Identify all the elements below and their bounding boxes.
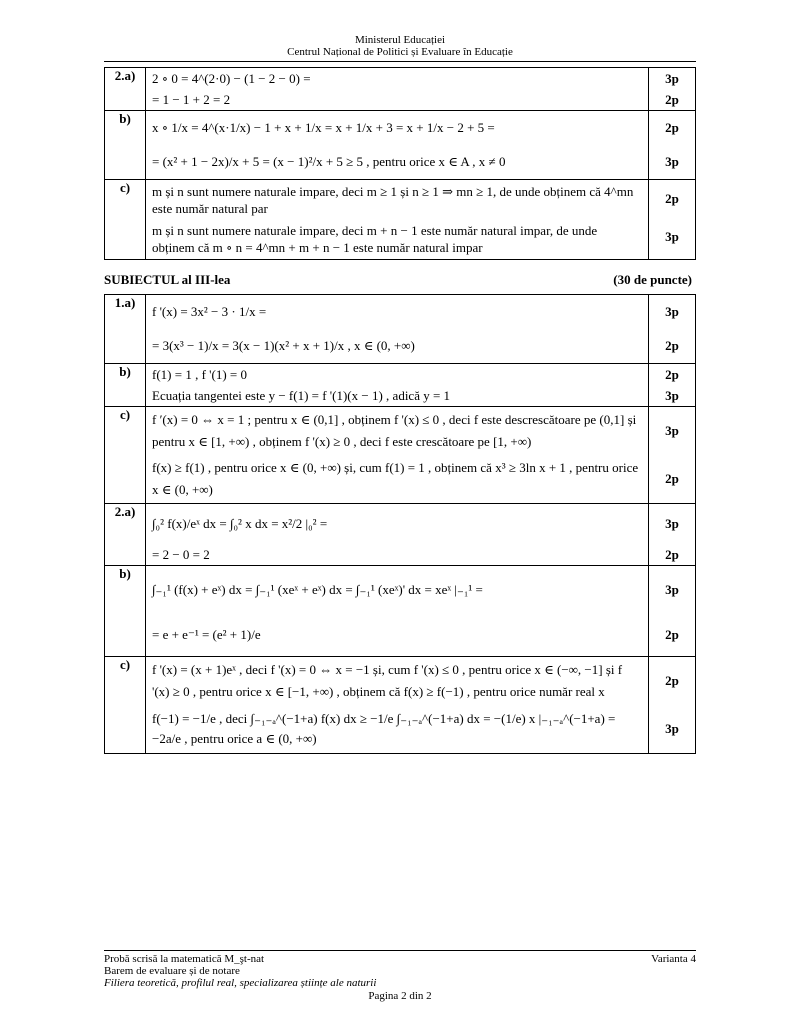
page-number: Pagina 2 din 2 — [368, 990, 432, 1002]
item-label: 2.a) — [105, 504, 146, 566]
points: 2p — [665, 191, 679, 206]
table-row — [105, 68, 696, 111]
table-row — [105, 657, 696, 754]
solution-step: = (x² + 1 − 2x)/x + 5 = (x − 1)²/x + 5 ≥ 5 , pentru orice x ∈ A , x ≠ 0 — [152, 154, 506, 169]
subject-heading — [104, 272, 696, 288]
points: 2p — [665, 471, 679, 486]
footer-barem: Barem de evaluare și de notare — [104, 965, 240, 977]
item-label: 1.a) — [105, 295, 146, 364]
points: 3p — [665, 582, 679, 597]
solution-step: f ′(x) = 0 ⇔ x = 1 ; pentru x ∈ (0,1] , obținem f '(x) ≤ 0 , deci f este descrescătoare pe (0,1] și pentru x ∈ [1, +∞) , obținem f '(x) ≥ 0 , deci f este crescătoare pe [1, +∞) — [152, 412, 637, 449]
points: 2p — [665, 338, 679, 353]
table-row — [105, 504, 696, 566]
item-label: b) — [105, 566, 146, 657]
footer-divider — [104, 950, 696, 951]
solution-step: x ∘ 1/x = 4^(x·1/x) − 1 + x + 1/x = x + 1/x + 3 = x + 1/x − 2 + 5 = — [152, 120, 495, 135]
table-row — [105, 180, 696, 260]
points: 3p — [665, 71, 679, 86]
footer-track: Filiera teoretică, profilul real, specializarea științe ale naturii — [104, 977, 377, 989]
solution-step: f '(x) = 3x² − 3 · 1/x = — [152, 304, 267, 319]
points: 2p — [665, 367, 679, 382]
table-row — [105, 364, 696, 407]
solution-step: m și n sunt numere naturale impare, deci m + n − 1 este număr natural impar, de unde obținem că m ∘ n = 4^mn + m + n − 1 este număr natural impar — [152, 223, 598, 255]
grading-table-part2 — [104, 67, 696, 260]
solution-step: f(x) ≥ f(1) , pentru orice x ∈ (0, +∞) și, cum f(1) = 1 , obținem că x³ ≥ 3ln x + 1 , pentru orice x ∈ (0, +∞) — [152, 460, 639, 497]
header-divider — [104, 61, 696, 62]
solution-step: = 1 − 1 + 2 = 2 — [152, 92, 231, 107]
subject-points: (30 de puncte) — [613, 272, 692, 287]
table-row — [105, 566, 696, 657]
table-row — [105, 111, 696, 180]
points: 2p — [665, 627, 679, 642]
solution-step: ∫₋₁¹ (f(x) + eˣ) dx = ∫₋₁¹ (xeˣ + eˣ) dx = ∫₋₁¹ (xeˣ)' dx = xeˣ |₋₁¹ = — [152, 582, 483, 597]
item-label: c) — [105, 657, 146, 754]
subject-title: SUBIECTUL al III-lea — [104, 272, 231, 287]
solution-step: m și n sunt numere naturale impare, deci m ≥ 1 și n ≥ 1 ⇒ mn ≥ 1, de unde obținem că 4^mn este număr natural par — [152, 184, 634, 216]
points: 3p — [665, 154, 679, 169]
item-label: c) — [105, 180, 146, 260]
footer-variant: Varianta 4 — [651, 953, 696, 965]
solution-step: f '(x) = (x + 1)eˣ , deci f '(x) = 0 ⇔ x = −1 și, cum f '(x) ≤ 0 , pentru orice x ∈ (−∞, −1] și f '(x) ≥ 0 , pentru orice x ∈ [−1, +∞) , obținem că f(x) ≥ f(−1) , pentru orice număr real x — [152, 662, 623, 699]
table-row — [105, 295, 696, 364]
solution-step: ∫₀² f(x)/eˣ dx = ∫₀² x dx = x²/2 |₀² = — [152, 516, 328, 531]
header-center: Centrul Național de Politici și Evaluare în Educație — [287, 46, 513, 58]
points: 3p — [665, 388, 679, 403]
item-label: b) — [105, 364, 146, 407]
points: 3p — [665, 423, 679, 438]
points: 3p — [665, 304, 679, 319]
points: 2p — [665, 673, 679, 688]
item-label: 2.a) — [105, 68, 146, 111]
points: 2p — [665, 92, 679, 107]
points: 2p — [665, 547, 679, 562]
item-label: b) — [105, 111, 146, 180]
solution-step: f(−1) = −1/e , deci ∫₋₁₋ₐ^(−1+a) f(x) dx ≥ −1/e ∫₋₁₋ₐ^(−1+a) dx = −(1/e) x |₋₁₋ₐ^(−1+a) = −2a/e , pentru orice a ∈ (0, +∞) — [152, 711, 616, 746]
points: 2p — [665, 120, 679, 135]
points: 3p — [665, 229, 679, 244]
header-ministry: Ministerul Educației — [354, 34, 446, 46]
solution-step: = 3(x³ − 1)/x = 3(x − 1)(x² + x + 1)/x , x ∈ (0, +∞) — [152, 338, 415, 353]
points: 3p — [665, 721, 679, 736]
solution-step: Ecuația tangentei este y − f(1) = f '(1)(x − 1) , adică y = 1 — [152, 388, 451, 403]
solution-step: 2 ∘ 0 = 4^(2·0) − (1 − 2 − 0) = — [152, 71, 311, 86]
points: 3p — [665, 516, 679, 531]
solution-step: f(1) = 1 , f '(1) = 0 — [152, 367, 247, 382]
item-label: c) — [105, 407, 146, 504]
solution-step: = e + e⁻¹ = (e² + 1)/e — [152, 627, 261, 642]
table-row — [105, 407, 696, 504]
footer-exam: Probă scrisă la matematică M_şt-nat — [104, 953, 265, 965]
solution-step: = 2 − 0 = 2 — [152, 547, 210, 562]
grading-table-part3 — [104, 294, 696, 754]
